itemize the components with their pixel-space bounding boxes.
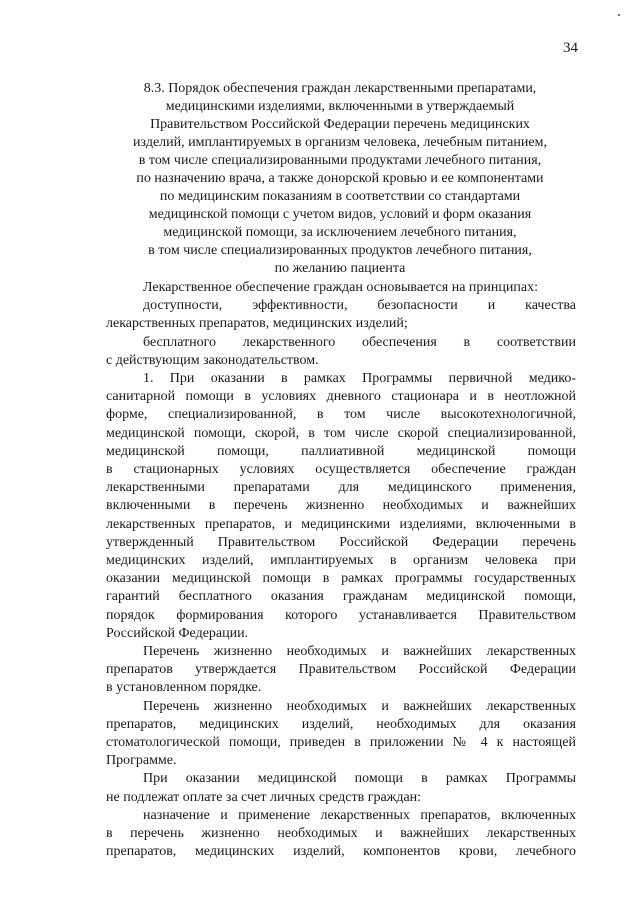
text-line: 1. При оказании в рамках Программы первичной медико- <box>143 371 576 387</box>
text-line: медицинской помощи, скорой, в том числе скорой специализированной, <box>106 425 576 441</box>
text-line: лекарственными препаратами для медицинского применения, <box>106 480 576 496</box>
heading-line: по медицинским показаниям в соответствии со стандартами <box>159 189 521 204</box>
heading-line: медицинской помощи, за исключением лечебного питания, <box>163 225 517 240</box>
scan-speck <box>618 14 620 16</box>
text-line: Лекарственное обеспечение граждан основывается на принципах: <box>143 280 538 295</box>
heading-line: 8.3. Порядок обеспечения граждан лекарственными препаратами, <box>143 81 537 96</box>
paragraph-item-1 <box>106 370 576 643</box>
heading-line: изделий, имплантируемых в организм человека, лечебным питанием, <box>133 135 547 150</box>
text-line: не подлежат оплате за счет личных средств граждан: <box>106 789 422 805</box>
text-line: препаратов, медицинских изделий, компонентов крови, лечебного <box>106 844 576 860</box>
text-line: стоматологической помощи, приведен в приложении № 4 к настоящей <box>106 735 576 751</box>
text-line: порядок формирования которого устанавливается Правительством <box>106 607 576 623</box>
text-line: включенными в перечень жизненно необходимых и важнейших <box>106 498 576 514</box>
text-line: Перечень жизненно необходимых и важнейших лекарственных <box>143 644 576 660</box>
text-line: При оказании медицинской помощи в рамках Программы <box>143 771 576 787</box>
paragraph-essential-drugs-list <box>106 643 576 698</box>
heading-line: по назначению врача, а также донорской кровью и ее компонентами <box>136 171 544 186</box>
text-line: медицинских изделий, имплантируемых в организм человека при <box>106 553 576 569</box>
paragraph-prescription <box>106 807 576 862</box>
text-line: санитарной помощи в условиях дневного стационара и в неотложной <box>106 389 576 405</box>
text-line: медицинской помощи, паллиативной медицинской помощи <box>106 443 576 459</box>
text-line: Российской Федерации. <box>106 625 249 641</box>
text-line: форме, специализированной, в том числе высокотехнологичной, <box>106 407 576 423</box>
text-line: бесплатного лекарственного обеспечения в соответствии <box>143 334 576 350</box>
paragraph-principle-free-provision <box>106 334 576 370</box>
text-line: в стационарных условиях осуществляется обеспечение граждан <box>106 462 576 478</box>
paragraph-principle-accessibility <box>106 297 576 333</box>
body-text <box>106 279 576 862</box>
text-line: препаратов, медицинских изделий, необходимых для оказания <box>106 716 576 732</box>
heading-line: Правительством Российской Федерации перечень медицинских <box>150 117 530 132</box>
text-line: с действующим законодательством. <box>106 352 319 368</box>
text-line: в установленном порядке. <box>106 680 262 696</box>
text-line: назначение и применение лекарственных препаратов, включенных <box>143 807 576 823</box>
page-number: 34 <box>563 40 578 56</box>
text-line: Перечень жизненно необходимых и важнейших лекарственных <box>143 698 576 714</box>
heading-line: по желанию пациента <box>274 261 406 276</box>
paragraph-principles-intro <box>106 279 576 297</box>
text-line: препаратов утверждается Правительством Российской Федерации <box>106 662 576 678</box>
paragraph-dental-list <box>106 698 576 771</box>
text-line: утвержденный Правительством Российской Федерации перечень <box>106 534 576 550</box>
section-heading <box>100 80 580 278</box>
paragraph-not-paid <box>106 770 576 806</box>
text-line: Программе. <box>106 753 177 769</box>
heading-line: медицинской помощи с учетом видов, условий и форм оказания <box>148 207 532 222</box>
heading-line: медицинскими изделиями, включенными в утверждаемый <box>165 99 515 114</box>
text-line: лекарственных препаратов, и медицинскими изделиями, включенными в <box>106 516 576 532</box>
text-line: в перечень жизненно необходимых и важнейших лекарственных <box>106 826 576 842</box>
heading-line: в том числе специализированными продуктами лечебного питания, <box>138 153 542 168</box>
text-line: гарантий бесплатного оказания гражданам медицинской помощи, <box>106 589 576 605</box>
text-line: оказании медицинской помощи в рамках программы государственных <box>106 571 576 587</box>
heading-line: в том числе специализированных продуктов лечебного питания, <box>148 243 532 258</box>
text-line: доступности, эффективности, безопасности и качества <box>143 298 576 314</box>
text-line: лекарственных препаратов, медицинских изделий; <box>106 316 408 332</box>
